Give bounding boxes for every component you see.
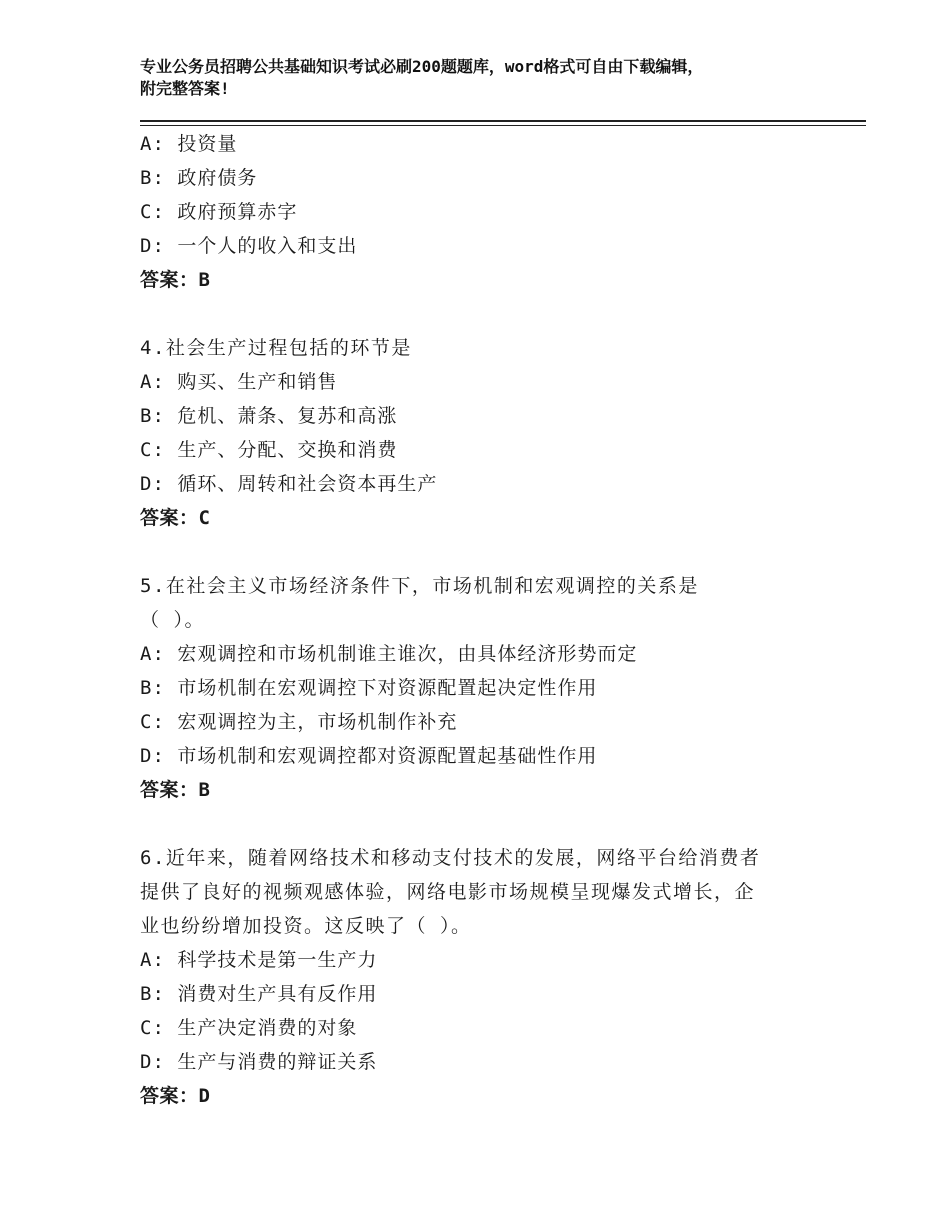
option-d: D: 生产与消费的辩证关系 (140, 1051, 378, 1073)
question-4 (140, 331, 820, 535)
option-c: C: 生产、分配、交换和消费 (140, 439, 398, 461)
option-a: A: 科学技术是第一生产力 (140, 949, 378, 971)
question-3 (140, 127, 820, 297)
header-line-2: 附完整答案! (140, 79, 230, 98)
header-rule-thin (140, 125, 866, 126)
option-a: A: 宏观调控和市场机制谁主谁次，由具体经济形势而定 (140, 643, 638, 665)
question-6 (140, 841, 820, 1113)
option-b: B: 市场机制在宏观调控下对资源配置起决定性作用 (140, 677, 598, 699)
option-b: B: 政府债务 (140, 167, 258, 189)
answer-line: 答案：B (140, 269, 211, 291)
question-stem: 6.近年来，随着网络技术和移动支付技术的发展，网络平台给消费者 (140, 847, 761, 869)
option-b: B: 消费对生产具有反作用 (140, 983, 378, 1005)
question-stem-continued: （ ）。 (140, 609, 205, 631)
header-line-1: 专业公务员招聘公共基础知识考试必刷200题题库，word格式可自由下载编辑， (140, 57, 704, 76)
question-stem: 5.在社会主义市场经济条件下，市场机制和宏观调控的关系是 (140, 575, 699, 597)
question-stem: 4.社会生产过程包括的环节是 (140, 337, 412, 359)
header-rule-thick (140, 120, 866, 122)
option-c: C: 政府预算赤字 (140, 201, 298, 223)
question-stem-continued: 业也纷纷增加投资。这反映了（ ）。 (140, 915, 472, 937)
question-list (140, 127, 820, 1113)
option-d: D: 一个人的收入和支出 (140, 235, 358, 257)
answer-line: 答案：C (140, 507, 211, 529)
option-a: A: 投资量 (140, 133, 238, 155)
question-stem-continued: 提供了良好的视频观感体验，网络电影市场规模呈现爆发式增长，企 (140, 881, 756, 903)
option-d: D: 市场机制和宏观调控都对资源配置起基础性作用 (140, 745, 598, 767)
spacer (140, 807, 820, 841)
option-a: A: 购买、生产和销售 (140, 371, 338, 393)
spacer (140, 297, 820, 331)
answer-line: 答案：B (140, 779, 211, 801)
option-d: D: 循环、周转和社会资本再生产 (140, 473, 438, 495)
answer-line: 答案：D (140, 1085, 211, 1107)
question-5 (140, 569, 820, 807)
option-c: C: 宏观调控为主，市场机制作补充 (140, 711, 458, 733)
option-c: C: 生产决定消费的对象 (140, 1017, 358, 1039)
option-b: B: 危机、萧条、复苏和高涨 (140, 405, 398, 427)
page-header (140, 56, 840, 100)
spacer (140, 535, 820, 569)
